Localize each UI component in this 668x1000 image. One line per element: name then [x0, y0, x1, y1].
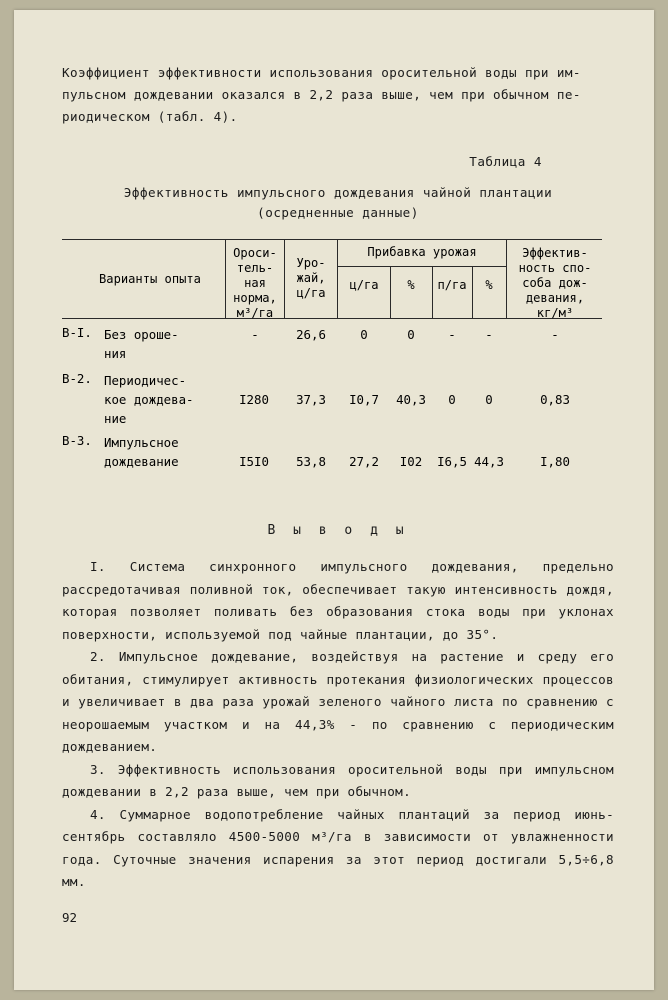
header-divider-1	[225, 240, 226, 318]
header-divider-3	[337, 240, 338, 318]
header-yield: Уро- жай, ц/га	[296, 256, 326, 300]
table-header	[62, 240, 602, 318]
row-inc1: 27,2	[349, 454, 379, 469]
header-efficiency: Эффектив- ность спо- соба дож- девания, кг/м³	[518, 246, 592, 320]
conclusion-item: I. Система синхронного импульсного дождевания, предельно рассредотачивая поливной ток, обеспечивает такую интенсивность дождя, которая позволяет поливать без образования стока воды при уклонах поверхности, используемой под чайные плантации, до 35°.	[62, 559, 614, 642]
row-code: В-3.	[62, 433, 92, 448]
row-inc3: -	[448, 327, 456, 342]
table-row	[62, 323, 602, 369]
row-inc1: 0	[360, 327, 368, 342]
header-sub-rule	[337, 266, 506, 267]
table-title-line-2: (осредненные данные)	[257, 205, 419, 220]
results-table	[62, 239, 602, 477]
row-inc4: 44,3	[474, 454, 504, 469]
row-inc3: 0	[448, 392, 456, 407]
row-yield: 37,3	[296, 392, 326, 407]
header-increase-2: %	[407, 278, 415, 292]
header-increase-1: ц/га	[349, 278, 379, 292]
row-code: В-2.	[62, 371, 92, 386]
row-name: Импульсное дождевание	[104, 435, 179, 469]
conclusion-item: 4. Суммарное водопотребление чайных плантаций за период июнь-сентябрь составляло 4500-5000 м³/га в зависимости от увлажненности года. Суточные значения испарения за этот период достигали 5,5÷6,8 мм.	[62, 806, 614, 889]
header-increase-group: Прибавка урожая	[367, 245, 477, 259]
page-content	[62, 52, 614, 952]
row-code: В-I.	[62, 325, 92, 340]
table-title-line-1: Эффективность импульсного дождевания чайной плантации	[123, 185, 553, 200]
table-row	[62, 431, 602, 477]
row-norm: I280	[239, 392, 269, 407]
header-variants: Варианты опыта	[99, 272, 201, 286]
row-name: Без ороше- ния	[104, 327, 179, 361]
row-efficiency: -	[551, 327, 559, 342]
row-efficiency: 0,83	[540, 392, 570, 407]
row-inc4: -	[485, 327, 493, 342]
header-increase-4: %	[485, 278, 493, 292]
conclusions-heading: В ы в о д ы	[267, 523, 409, 538]
row-yield: 53,8	[296, 454, 326, 469]
table-title	[62, 183, 614, 223]
header-norm: Ороси- тель- ная норма, м³/га	[233, 246, 277, 320]
row-inc4: 0	[485, 392, 493, 407]
header-divider-2	[284, 240, 285, 318]
page-number: 92	[62, 910, 78, 925]
intro-line-2: пульсном дождевании оказался в 2,2 раза выше, чем при обычном пе-	[62, 87, 581, 102]
table-row	[62, 369, 602, 431]
row-inc2: I02	[399, 454, 423, 469]
document-page	[14, 10, 654, 990]
row-efficiency: I,80	[540, 454, 570, 469]
conclusion-item: 3. Эффективность использования оросительной воды при импульсном дождевании в 2,2 раза выше, чем при обычном.	[62, 761, 614, 799]
intro-line-3: риодическом (табл. 4).	[62, 109, 238, 124]
intro-line-1: Коэффициент эффективности использования оросительной воды при им-	[62, 65, 581, 80]
row-name: Периодичес- кое дождева- ние	[104, 373, 194, 426]
row-inc2: 0	[407, 327, 415, 342]
row-norm: -	[251, 327, 259, 342]
table-label: Таблица 4	[469, 154, 542, 169]
conclusion-item: 2. Импульсное дождевание, воздействуя на растение и среду его обитания, стимулирует активность протекания физиологических процессов и увеличивает в два раза урожай зеленого чайного листа по сравнению с неорошаемым участком и на 44,3% - по сравнению с периодическим дождеванием.	[62, 649, 614, 754]
row-inc3: I6,5	[437, 454, 467, 469]
row-inc1: I0,7	[349, 392, 379, 407]
intro-paragraph	[62, 62, 614, 128]
header-increase-3: п/га	[437, 278, 467, 292]
conclusions-section	[62, 556, 614, 894]
row-inc2: 40,3	[396, 392, 426, 407]
table-body	[62, 323, 602, 477]
row-yield: 26,6	[296, 327, 326, 342]
row-norm: I5I0	[239, 454, 269, 469]
header-divider-4	[506, 240, 507, 318]
